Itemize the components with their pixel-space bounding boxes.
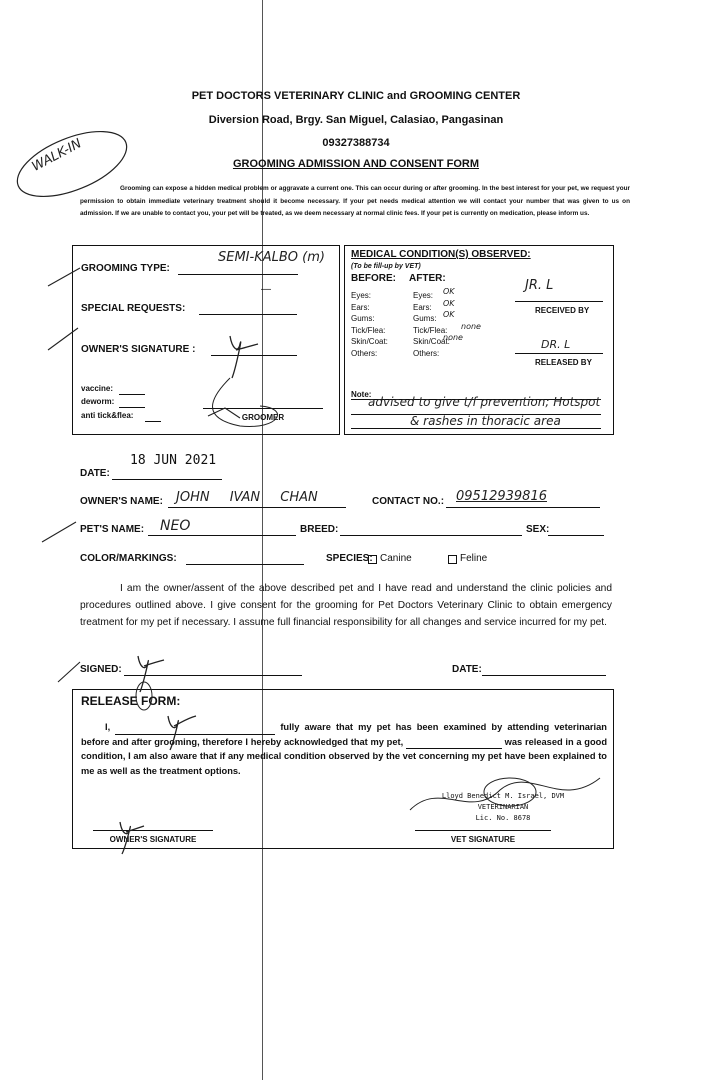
- after-ears-value: OK: [443, 298, 455, 308]
- vet-stamp-license: Lic. No. 8678: [475, 814, 531, 822]
- after-eyes-value: OK: [443, 287, 455, 296]
- vet-stamp-name: Lloyd Benedict M. Israel, DVM: [441, 792, 565, 800]
- anti-tick-label: anti tick&flea:: [81, 411, 134, 420]
- release-title: RELEASE FORM:: [81, 694, 181, 708]
- contact-value: 09512939816: [456, 489, 547, 504]
- after-values: [443, 286, 481, 344]
- release-pet-line: [406, 738, 502, 749]
- handwritten-signatures: [40, 486, 240, 856]
- contact-line: [446, 507, 600, 508]
- note-label: Note:: [351, 390, 372, 399]
- breed-label: BREED:: [300, 524, 339, 535]
- grooming-type-label: GROOMING TYPE:: [81, 263, 170, 274]
- pet-name-value: NEO: [160, 518, 191, 534]
- owner-name-label: OWNER'S NAME:: [80, 496, 163, 507]
- canine-checkbox[interactable]: [368, 555, 377, 564]
- signed-date-line: [482, 675, 606, 676]
- intro-paragraph: Grooming can expose a hidden medical problem or aggravate a current one. This can occur during or after grooming. In the best interest for your pet, we request your permission to obtain immediate veterinary treatment should it become necessary. If your pet needs medical attention we will contact your number that was given to us on admission. If we are unable to contact you, your pet will be treated, as we deem necessary at normal clinic fees. If your pet is currently on medication, please inform us.: [80, 185, 630, 217]
- released-line: [515, 353, 603, 354]
- before-gums: Gums:: [351, 314, 375, 323]
- released-initials: DR. L: [541, 338, 571, 351]
- owner-signature-scribble: [40, 258, 280, 438]
- vaccine-label: vaccine:: [81, 384, 114, 393]
- signed-label: SIGNED:: [80, 664, 122, 675]
- groomer-label: GROOMER: [241, 413, 285, 422]
- vet-stamp-title: VETERINARIAN: [477, 803, 529, 811]
- canine-label: Canine: [380, 553, 412, 564]
- pet-name-label: PET'S NAME:: [80, 524, 145, 535]
- special-requests-value: —: [261, 284, 271, 295]
- breed-line: [340, 535, 522, 536]
- owner-signature-label: OWNER'S SIGNATURE :: [81, 344, 196, 355]
- before-list: [351, 290, 388, 359]
- after-tick-flea-value: none: [461, 321, 481, 331]
- vet-sig-label: VET SIGNATURE: [450, 835, 516, 844]
- date-line: [112, 479, 222, 480]
- after-others: Others:: [413, 348, 440, 358]
- clinic-address: Diversion Road, Brgy. San Miguel, Calasiao, Pangasinan: [208, 114, 504, 126]
- release-i-label: I,: [105, 722, 111, 732]
- date-value: 18 JUN 2021: [130, 453, 217, 468]
- sex-label: SEX:: [526, 524, 550, 535]
- signed-date-label: DATE:: [452, 664, 482, 675]
- before-skin-coat: Skin/Coat:: [351, 337, 388, 346]
- after-eyes: Eyes:: [413, 291, 434, 300]
- before-others: Others:: [351, 348, 378, 358]
- contact-label: CONTACT NO.:: [372, 496, 445, 507]
- grooming-type-value: SEMI-KALBO (m): [218, 250, 325, 265]
- deworm-label: deworm:: [81, 397, 115, 406]
- received-initials: JR. L: [525, 278, 554, 293]
- after-tick-flea: Tick/Flea:: [413, 325, 448, 335]
- before-label: BEFORE:: [351, 273, 396, 284]
- before-tick-flea: Tick/Flea:: [351, 325, 386, 335]
- after-others-value: none: [443, 333, 463, 342]
- medical-title: MEDICAL CONDITION(S) OBSERVED:: [351, 249, 531, 260]
- owner-name-value: JOHN IVAN CHAN: [176, 490, 318, 505]
- clinic-phone: 09327388734: [322, 137, 390, 149]
- before-eyes: Eyes:: [351, 291, 372, 300]
- clinic-name: PET DOCTORS VETERINARY CLINIC and GROOMING CENTER: [191, 90, 521, 102]
- note-handwriting-2: & rashes in thoracic area: [410, 414, 561, 428]
- after-skin-coat: Skin/Coat:: [413, 337, 450, 346]
- after-label: AFTER:: [409, 273, 446, 284]
- after-gums-value: OK: [443, 310, 455, 319]
- vet-signature-scribble: [400, 770, 620, 840]
- after-ears: Ears:: [413, 302, 432, 312]
- species-label: SPECIES:: [326, 553, 373, 564]
- after-gums: Gums:: [413, 314, 437, 323]
- form-title: GROOMING ADMISSION AND CONSENT FORM: [232, 158, 480, 170]
- color-label: COLOR/MARKINGS:: [80, 553, 177, 564]
- feline-label: Feline: [460, 553, 488, 564]
- walk-in-note: WALK-IN: [29, 136, 85, 175]
- owner-sig-label: OWNER'S SIGNATURE: [109, 835, 197, 844]
- note-line-3: [351, 428, 601, 429]
- date-label: DATE:: [80, 468, 110, 479]
- note-handwriting-1: advised to give t/f prevention; Hotspot: [368, 395, 601, 409]
- medical-subtitle: (To be fill-up by VET): [351, 263, 421, 270]
- special-requests-label: SPECIAL REQUESTS:: [81, 303, 186, 314]
- release-text-part2: was released in a good condition, I am also aware that if any medical condition observed by the vet concerning my pet have been explained to me as well as the treatment options.: [81, 736, 607, 776]
- released-by-label: RELEASED BY: [535, 358, 592, 367]
- release-text-part1: fully aware that my pet has been examined by attending veterinarian before and after grooming, therefore I hereby acknowledged that my pet,: [81, 722, 607, 747]
- before-ears: Ears:: [351, 302, 370, 312]
- received-by-label: RECEIVED BY: [535, 306, 590, 315]
- feline-checkbox[interactable]: [448, 555, 457, 564]
- consent-paragraph: I am the owner/assent of the above described pet and I have read and understand the clinic policies and procedures outlined above. I give consent for the grooming for Pet Doctors Veterinary Clinic to obtain emergency treatment for my pet if necessary. I assume full financial responsibility for all changes and service incurred for my pet.: [80, 583, 612, 628]
- received-line: [515, 301, 603, 302]
- sex-line: [548, 535, 604, 536]
